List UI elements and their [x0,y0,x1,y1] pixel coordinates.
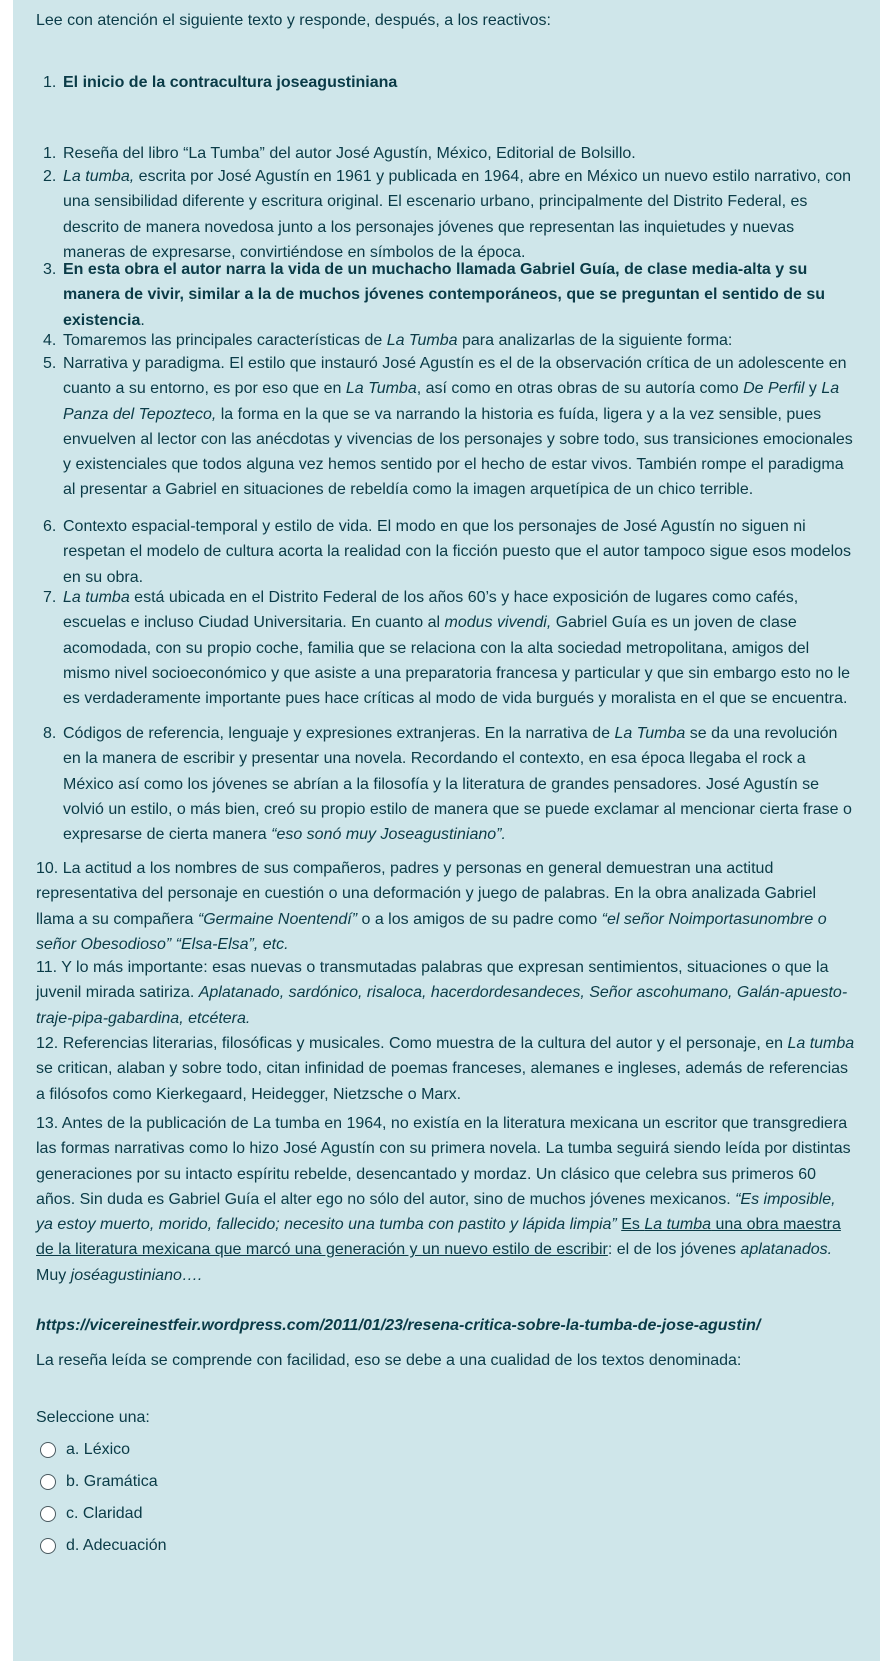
option-c[interactable] [40,1501,142,1527]
list-text: Contexto espacial-temporal y estilo de vida. El modo en que los personajes de José Agustín no siguen ni respetan el modelo de cultura acorta la realidad con la ficción puesto que el autor tampoco sigue esos modelos en su obra. [63,518,852,586]
paragraph-text: o a los amigos de su padre como [357,910,602,928]
list-item-8 [43,721,858,847]
paragraph-text: : el de los jóvenes [607,1241,741,1259]
select-label: Seleccione una: [36,1409,150,1426]
paragraph-11 [36,955,856,1031]
list-item-3 [43,257,858,333]
intro-text: Lee con atención el siguiente texto y responde, después, a los reactivos: [36,12,551,29]
book-title: La Tumba [345,380,417,398]
list-text: Tomaremos las principales características de [63,332,387,349]
emphasis: joséagustiniano…. [70,1266,203,1284]
book-title: La Tumba [386,332,458,349]
list-item-4 [43,328,858,353]
list-text: escrita por José Agustín en 1961 y publicada en 1964, abre en México un nuevo estilo narrativo, con una sensibilidad diferente y escritura original. El escenario urbano, principalmente del Distrito Federal, es descrito de manera novedosa junto a los personajes jóvenes que representan las inquietudes y nuevas maneras de expresarse, convirtiéndose en símbolos de la época. [63,168,852,261]
underlined-text: una obra maestra de la literatura mexicana que marcó una generación y un nuevo estilo de escribir [36,1216,841,1259]
list-text: Narrativa y paradigma. El estilo que instauró José Agustín es el de la observación crítica de un adolescente en cuanto a su entorno, es por eso que en [63,355,847,398]
option-label[interactable]: c. Claridad [66,1505,143,1522]
book-title: La tumba [63,589,130,606]
list-text: y [804,380,822,398]
quote: “el señor Noimportasunombre o señor Obesodioso” “Elsa-Elsa”, etc. [36,910,827,953]
option-label[interactable]: b. Gramática [66,1473,158,1490]
option-label[interactable]: d. Adecuación [66,1537,167,1554]
radio-button[interactable] [40,1474,56,1490]
quote: “eso sonó muy Joseagustiniano”. [271,826,506,844]
list-text: Gabriel Guía es un joven de clase acomodada, con su propio coche, familia que se relaciona con la alta sociedad metropolitana, amigos del mismo nivel socioeconómico y que asiste a una preparatoria francesa y particular y que sin embargo esto no le es verdaderamente importante pues hace críticas al modo de vida burgués y moralista en el que se encuentra. [63,614,851,708]
book-title: La tumba, [63,168,135,185]
list-text: se da una revolución en la manera de escribir y presentar una novela. Recordando el contexto, en esa época llegaba el rock a México así como los jóvenes se abrían a la filosofía y la literatura de grandes pensadores. José Agustín se volvió un estilo, o más bien, creó su propio estilo de manera que se puede exclamar al mencionar cierta frase o expresarse de cierta manera [63,725,852,844]
book-title: De Perfil [743,380,805,398]
list-num: 4. [43,332,57,349]
book-title: La Tumba [614,725,686,742]
heading-num: 1. [43,74,57,91]
radio-button[interactable] [40,1538,56,1554]
list-item-2 [43,164,858,265]
list-item-7 [43,585,858,711]
list-num: 6. [43,518,57,535]
paragraph-text: 10. La actitud a los nombres de sus compañeros, padres y personas en general demuestran una actitud representativa del personaje en cuestión o una deformación y juego de palabras. En la obra analizada Gabriel llama a su compañera [36,860,817,928]
list-num: 3. [43,261,57,278]
question-text: La reseña leída se comprende con facilidad, eso se debe a una cualidad de los textos denominada: [36,1352,742,1369]
list-text: para analizarlas de la siguiente forma: [457,332,733,349]
word-list: Aplatanado, sardónico, risaloca, hacerdordesandeces, Señor ascohumano, Galán-apuesto-traje-pipa-gabardina, etcétera. [36,984,848,1027]
book-title: La tumba [787,1035,855,1052]
paragraph-text: 11. Y lo más importante: esas nuevas o transmutadas palabras que expresan sentimientos, situaciones o que la juvenil mirada satiriza. [36,959,829,1002]
latin-phrase: modus vivendi, [444,614,552,632]
emphasis: aplatanados. [740,1241,833,1259]
option-label[interactable]: a. Léxico [66,1441,131,1458]
source-url: https://vicereinestfeir.wordpress.com/2011/01/23/resena-critica-sobre-la-tumba-de-jose-agustin/ [36,1317,761,1334]
list-item-1 [43,141,858,166]
book-title: La tumba [644,1216,712,1234]
list-text: Reseña del libro “La Tumba” del autor José Agustín, México, Editorial de Bolsillo. [63,145,636,162]
list-text: , así como en otras obras de su autoría como [416,380,744,398]
paragraph-12 [36,1031,856,1107]
quote: “Es imposible, ya estoy muerto, morido, fallecido; necesito una tumba con pastito y lápida limpia” [36,1190,836,1234]
book-title: La Panza del Tepozteco, [63,380,840,423]
heading-text: El inicio de la contracultura joseagustiniana [63,74,398,91]
list-num: 2. [43,168,57,185]
paragraph-text: Muy [36,1266,71,1284]
radio-button[interactable] [40,1506,56,1522]
list-text: está ubicada en el Distrito Federal de los años 60’s y hace exposición de lugares como cafés, escuelas e incluso Ciudad Universitaria. En cuanto al [63,589,799,632]
radio-button[interactable] [40,1442,56,1458]
list-text-bold: En esta obra el autor narra la vida de un muchacho llamada Gabriel Guía, de clase media-alta y su manera de vivir, similar a la de muchos jóvenes contemporáneos, que se preguntan el sentido de su existencia [63,261,826,329]
underlined-text: Es [621,1216,645,1234]
paragraph-10 [36,856,856,957]
list-text: Códigos de referencia, lenguaje y expresiones extranjeras. En la narrativa de [63,725,615,742]
list-item-6 [43,514,858,590]
option-d[interactable] [40,1533,167,1559]
list-num: 1. [43,145,57,162]
quote: “Germaine Noentendí” [197,910,358,928]
paragraph-text: se critican, alaban y sobre todo, citan infinidad de poemas franceses, alemanes e ingleses, además de referencias a filósofos como Kierkegaard, Heidegger, Nietzsche o Marx. [36,1060,849,1103]
heading-item [43,70,858,95]
paragraph-13 [36,1111,856,1288]
paragraph-text: 13. Antes de la publicación de La tumba en 1964, no existía en la literatura mexicana un escritor que transgrediera las formas narrativas como lo hizo José Agustín con su primera novela. La tumba seguirá siendo leída por distintas generaciones por su intacto espíritu rebelde, desencantado y mordaz. Un clásico que celebra sus primeros 60 años. Sin duda es Gabriel Guía el alter ego no sólo del autor, sino de muchos jóvenes mexicanos. [36,1115,851,1208]
list-num: 5. [43,355,57,372]
option-a[interactable] [40,1437,130,1463]
list-item-5 [43,351,858,503]
paragraph-text: 12. Referencias literarias, filosóficas y musicales. Como muestra de la cultura del autor y el personaje, en [36,1035,788,1052]
list-text: . [140,311,145,329]
list-text: la forma en la que se va narrando la historia es fuída, ligera y a la vez sensible, pues envuelven al lector con las anécdotas y vivencias de los personajes y sobre todo, sus transiciones emocionales y existenciales que todos alguna vez hemos sentido por el hecho de estar vivos. También rompe el paradigma al presentar a Gabriel en situaciones de rebeldía como la imagen arquetípica de un chico terrible. [63,405,853,499]
option-b[interactable] [40,1469,158,1495]
list-num: 8. [43,725,57,742]
list-num: 7. [43,589,57,606]
